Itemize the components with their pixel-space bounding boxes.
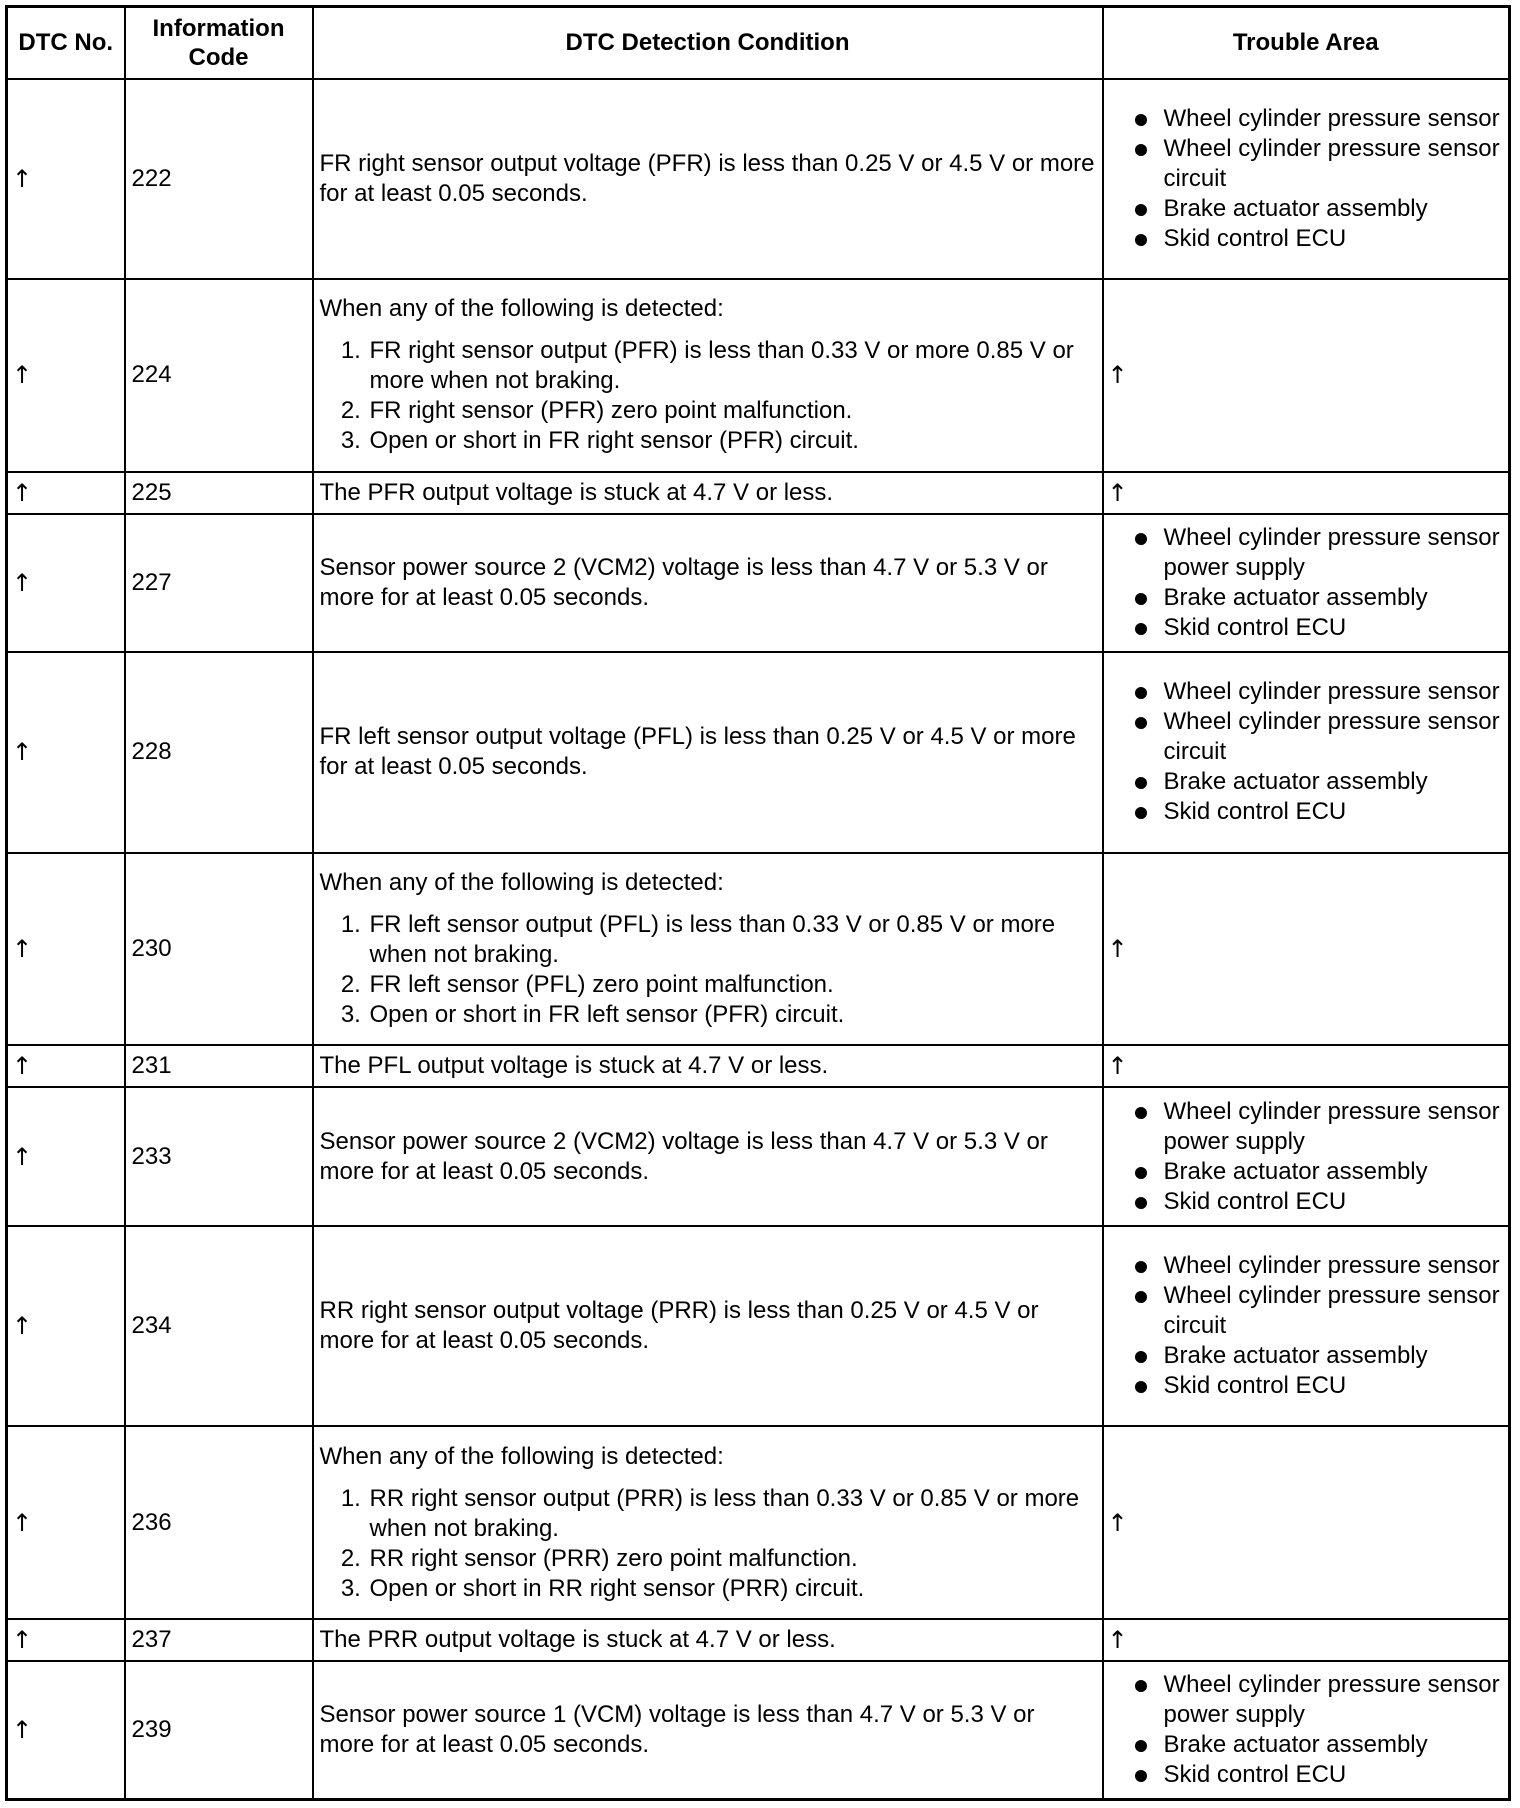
trouble-area-cell: ↑ [1103, 1045, 1510, 1087]
trouble-area-cell: ↑ [1103, 472, 1510, 514]
condition-intro: When any of the following is detected: [319, 295, 724, 323]
table-row [7, 514, 1510, 652]
detection-condition-cell [313, 1426, 1103, 1619]
condition-item: 2. FR right sensor (PFR) zero point malfunction. [368, 396, 1096, 426]
trouble-area-cell: ↑ [1103, 853, 1510, 1046]
trouble-area-list [1110, 523, 1503, 643]
information-code-cell: 230 [125, 853, 313, 1046]
information-code-cell: 225 [125, 472, 313, 514]
condition-item: 3. Open or short in FR right sensor (PFR) circuit. [368, 426, 1096, 456]
trouble-area-item: Skid control ECU [1124, 224, 1503, 254]
trouble-area-item: Wheel cylinder pressure sensor [1124, 677, 1503, 707]
detection-condition-cell: FR right sensor output voltage (PFR) is less than 0.25 V or 4.5 V or more for at least 0.05 seconds. [313, 79, 1103, 280]
condition-intro: When any of the following is detected: [319, 1442, 724, 1470]
table-row [7, 1661, 1510, 1800]
table-row [7, 652, 1510, 853]
trouble-area-cell [1103, 652, 1510, 853]
information-code-cell: 233 [125, 1087, 313, 1225]
trouble-area-cell: ↑ [1103, 1619, 1510, 1661]
detection-condition-cell [313, 853, 1103, 1046]
dtc-no-cell: ↑ [7, 279, 125, 472]
trouble-area-cell [1103, 1087, 1510, 1225]
condition-list [320, 336, 1096, 456]
header-dtc-no: DTC No. [7, 7, 125, 79]
condition-list [320, 910, 1096, 1030]
trouble-area-cell: ↑ [1103, 1426, 1510, 1619]
information-code-cell: 231 [125, 1045, 313, 1087]
header-row [7, 7, 1510, 79]
trouble-area-item: Brake actuator assembly [1124, 1341, 1503, 1371]
condition-item: 1. RR right sensor output (PRR) is less than 0.33 V or 0.85 V or more when not braking. [368, 1484, 1096, 1544]
dtc-no-cell: ↑ [7, 1661, 125, 1800]
trouble-area-item: Skid control ECU [1124, 797, 1503, 827]
trouble-area-item: Wheel cylinder pressure sensor circuit [1124, 1281, 1503, 1341]
detection-condition-cell: FR left sensor output voltage (PFL) is less than 0.25 V or 4.5 V or more for at least 0.05 seconds. [313, 652, 1103, 853]
trouble-area-item: Skid control ECU [1124, 1187, 1503, 1217]
condition-item: 2. RR right sensor (PRR) zero point malfunction. [368, 1544, 1096, 1574]
detection-condition-cell: Sensor power source 2 (VCM2) voltage is less than 4.7 V or 5.3 V or more for at least 0.05 seconds. [313, 514, 1103, 652]
trouble-area-cell: ↑ [1103, 279, 1510, 472]
trouble-area-list [1110, 1097, 1503, 1217]
trouble-area-cell [1103, 79, 1510, 280]
trouble-area-item: Brake actuator assembly [1124, 583, 1503, 613]
dtc-no-cell: ↑ [7, 79, 125, 280]
header-trouble-area: Trouble Area [1103, 7, 1510, 79]
condition-item: 1. FR left sensor output (PFL) is less than 0.33 V or 0.85 V or more when not braking. [368, 910, 1096, 970]
table-row [7, 1426, 1510, 1619]
trouble-area-item: Wheel cylinder pressure sensor [1124, 1251, 1503, 1281]
detection-condition-cell: Sensor power source 2 (VCM2) voltage is less than 4.7 V or 5.3 V or more for at least 0.05 seconds. [313, 1087, 1103, 1225]
trouble-area-item: Brake actuator assembly [1124, 1157, 1503, 1187]
detection-condition-cell: The PFL output voltage is stuck at 4.7 V or less. [313, 1045, 1103, 1087]
dtc-no-cell: ↑ [7, 652, 125, 853]
trouble-area-item: Wheel cylinder pressure sensor power supply [1124, 1097, 1503, 1157]
information-code-cell: 239 [125, 1661, 313, 1800]
trouble-area-cell [1103, 514, 1510, 652]
condition-item: 1. FR right sensor output (PFR) is less than 0.33 V or more 0.85 V or more when not braking. [368, 336, 1096, 396]
information-code-cell: 222 [125, 79, 313, 280]
information-code-cell: 224 [125, 279, 313, 472]
dtc-no-cell: ↑ [7, 472, 125, 514]
trouble-area-item: Wheel cylinder pressure sensor power supply [1124, 1670, 1503, 1730]
condition-item: 2. FR left sensor (PFL) zero point malfunction. [368, 970, 1096, 1000]
header-detection-condition: DTC Detection Condition [313, 7, 1103, 79]
trouble-area-item: Wheel cylinder pressure sensor [1124, 104, 1503, 134]
information-code-cell: 234 [125, 1226, 313, 1427]
table-row [7, 1087, 1510, 1225]
header-information-code: Information Code [125, 7, 313, 79]
trouble-area-list [1110, 1670, 1503, 1790]
detection-condition-cell [313, 279, 1103, 472]
trouble-area-list [1110, 104, 1503, 254]
dtc-table [5, 5, 1511, 1801]
trouble-area-item: Brake actuator assembly [1124, 767, 1503, 797]
table-row [7, 853, 1510, 1046]
trouble-area-cell [1103, 1226, 1510, 1427]
table-row [7, 79, 1510, 280]
condition-intro: When any of the following is detected: [319, 868, 724, 896]
table-row [7, 279, 1510, 472]
detection-condition-cell: The PFR output voltage is stuck at 4.7 V or less. [313, 472, 1103, 514]
table-row [7, 1226, 1510, 1427]
information-code-cell: 227 [125, 514, 313, 652]
trouble-area-item: Brake actuator assembly [1124, 194, 1503, 224]
trouble-area-item: Wheel cylinder pressure sensor circuit [1124, 707, 1503, 767]
condition-item: 3. Open or short in RR right sensor (PRR) circuit. [368, 1574, 1096, 1604]
condition-list [320, 1484, 1096, 1604]
dtc-no-cell: ↑ [7, 853, 125, 1046]
dtc-no-cell: ↑ [7, 1087, 125, 1225]
trouble-area-item: Skid control ECU [1124, 1760, 1503, 1790]
dtc-no-cell: ↑ [7, 1045, 125, 1087]
dtc-no-cell: ↑ [7, 1226, 125, 1427]
condition-item: 3. Open or short in FR left sensor (PFR) circuit. [368, 1000, 1096, 1030]
trouble-area-list [1110, 1251, 1503, 1401]
trouble-area-item: Brake actuator assembly [1124, 1730, 1503, 1760]
information-code-cell: 236 [125, 1426, 313, 1619]
trouble-area-item: Wheel cylinder pressure sensor power supply [1124, 523, 1503, 583]
trouble-area-list [1110, 677, 1503, 827]
detection-condition-cell: Sensor power source 1 (VCM) voltage is less than 4.7 V or 5.3 V or more for at least 0.05 seconds. [313, 1661, 1103, 1800]
table-row [7, 472, 1510, 514]
trouble-area-item: Skid control ECU [1124, 1371, 1503, 1401]
table-row [7, 1045, 1510, 1087]
information-code-cell: 237 [125, 1619, 313, 1661]
trouble-area-item: Wheel cylinder pressure sensor circuit [1124, 134, 1503, 194]
table-row [7, 1619, 1510, 1661]
dtc-no-cell: ↑ [7, 1426, 125, 1619]
trouble-area-cell [1103, 1661, 1510, 1800]
dtc-no-cell: ↑ [7, 1619, 125, 1661]
detection-condition-cell: RR right sensor output voltage (PRR) is less than 0.25 V or 4.5 V or more for at least 0.05 seconds. [313, 1226, 1103, 1427]
dtc-no-cell: ↑ [7, 514, 125, 652]
information-code-cell: 228 [125, 652, 313, 853]
detection-condition-cell: The PRR output voltage is stuck at 4.7 V or less. [313, 1619, 1103, 1661]
trouble-area-item: Skid control ECU [1124, 613, 1503, 643]
